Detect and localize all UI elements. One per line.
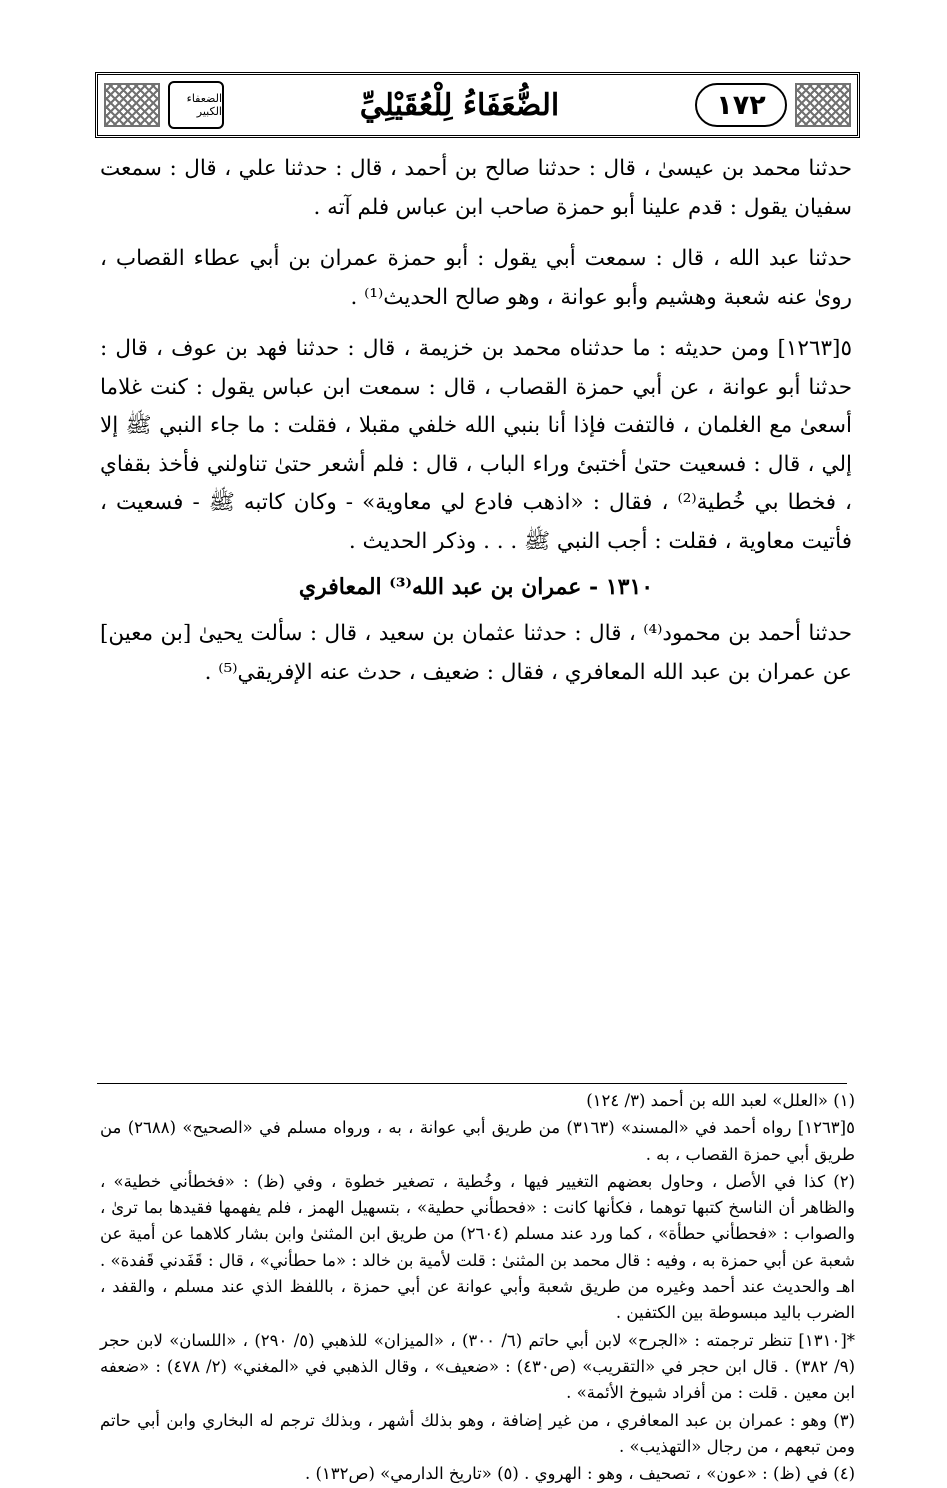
footnote: (٤) في (ظ) : «عون» ، تصحيف ، وهو : الهروي . (٥) «تاريخ الدارمي» (ص١٣٢) . xyxy=(304,1464,855,1484)
footnote: ٥[١٢٦٣] رواه أحمد في «المسند» (٣١٦٣) من طريق أبي عوانة ، به ، ورواه مسلم في «الصحيح» (٢٦٨٨) من طريق أبي حمزة القصاب ، به . xyxy=(100,1118,855,1164)
book-emblem: الضعفاء الكبير xyxy=(168,81,224,129)
paragraph: حدثنا محمد بن عيسىٰ ، قال : حدثنا صالح بن أحمد ، قال : حدثنا علي ، قال : سمعت سفيان يقول : قدم علينا أبو حمزة صاحب ابن عباس فلم آته . xyxy=(100,156,852,220)
entry-heading: ١٣١٠ - عمران بن عبد الله⁽³⁾ المعافري xyxy=(298,574,654,600)
footnote: (١) «العلل» لعبد الله بن أحمد (٣/ ١٢٤) xyxy=(586,1091,855,1110)
paragraph: حدثنا أحمد بن محمود⁽⁴⁾ ، قال : حدثنا عثمان بن سعيد ، قال : سألت يحيىٰ [بن معين] عن عمران بن عبد الله المعافري ، فقال : ضعيف ، حدث عنه الإفريقي⁽⁵⁾ . xyxy=(100,621,852,685)
paragraph: حدثنا عبد الله ، قال : سمعت أبي يقول : أبو حمزة عمران بن أبي عطاء القصاب ، روىٰ عنه شعبة وهشيم وأبو عوانة ، وهو صالح الحديث⁽¹⁾ . xyxy=(100,246,852,310)
page-header xyxy=(95,72,860,138)
footnote: (٣) وهو : عمران بن عبد المعافري ، من غير إضافة ، وهو بذلك أشهر ، وبذلك ترجم له البخاري وابن أبي حاتم ومن تبعهم ، من رجال «التهذيب» . xyxy=(100,1410,855,1456)
ornament-icon xyxy=(795,83,851,127)
paragraph-hadith: ٥[١٢٦٣] ومن حديثه : ما حدثناه محمد بن خزيمة ، قال : حدثنا فهد بن عوف ، قال : حدثنا أبو عوانة ، عن أبي حمزة القصاب ، قال : سمعت ابن عباس يقول : كنت غلاما أسعىٰ مع الغلمان ، فالتفت فإذا أنا بنبي الله خلفي مقبلا ، فقلت : ما جاء النبي ﷺ إلا إلي ، قال : فسعيت حتىٰ أختبئ وراء الباب ، قال : فلم أشعر حتىٰ تناولني فأخذ بقفاي ، فخطا بي خُطية⁽²⁾ ، فقال : «اذهب فادع لي معاوية» - وكان كاتبه ﷺ - فسعيت ، فأتيت معاوية ، فقلت : أجب النبي ﷺ . . . وذكر الحديث . xyxy=(100,336,852,554)
page-number: ١٧٢ xyxy=(695,83,787,127)
footnote: (٢) كذا في الأصل ، وحاول بعضهم التغيير فيها ، وخُطية ، تصغير خطوة ، وفي (ظ) : «فخطأني خطية» ، والظاهر أن الناسخ كتبها توهما ، فكأنها كانت : «فحطأني حطية» ، بتسهيل الهمز ، فلم يفهمها فقيدها بما ترىٰ ، والصواب : «فحطأني حطأة» ، كما ورد عند مسلم (٢٦٠٤) من طريق ابن المثنىٰ وابن بشار كلاهما عن أمية عن شعبة عن أبي حمزة به ، وفيه : قال محمد بن المثنىٰ : قلت لأمية بن خالد : «ما حطأني» ، قال : قَفَدني قَفدة» . اهـ والحديث عند أحمد وغيره من طريق شعبة وأبي عوانة عن أبي حمزة ، باللفظ الذي عند مسلم ، والقفد ، الضرب باليد مبسوطة بين الكتفين . xyxy=(100,1171,855,1323)
header-left-group xyxy=(695,83,851,127)
footnote: *[١٣١٠] تنظر ترجمته : «الجرح» لابن أبي حاتم (٦/ ٣٠٠) ، «الميزان» للذهبي (٥/ ٢٩٠) ، «اللسان» لابن حجر (٩/ ٣٨٢) . قال ابن حجر في «التقريب» (ص٤٣٠) : «ضعيف» ، وقال الذهبي في «المغني» (٢/ ٤٧٨) : «ضعفه ابن معين . قلت : من أفراد شيوخ الأئمة» . xyxy=(100,1330,856,1403)
main-text xyxy=(100,150,852,697)
ornament-icon xyxy=(104,83,160,127)
page-title: الضُّعَفَاءُ لِلْعُقَيْلِيِّ xyxy=(359,87,560,123)
header-right-group xyxy=(104,81,224,129)
footnote-separator xyxy=(97,1083,847,1084)
footnotes xyxy=(100,1088,855,1488)
